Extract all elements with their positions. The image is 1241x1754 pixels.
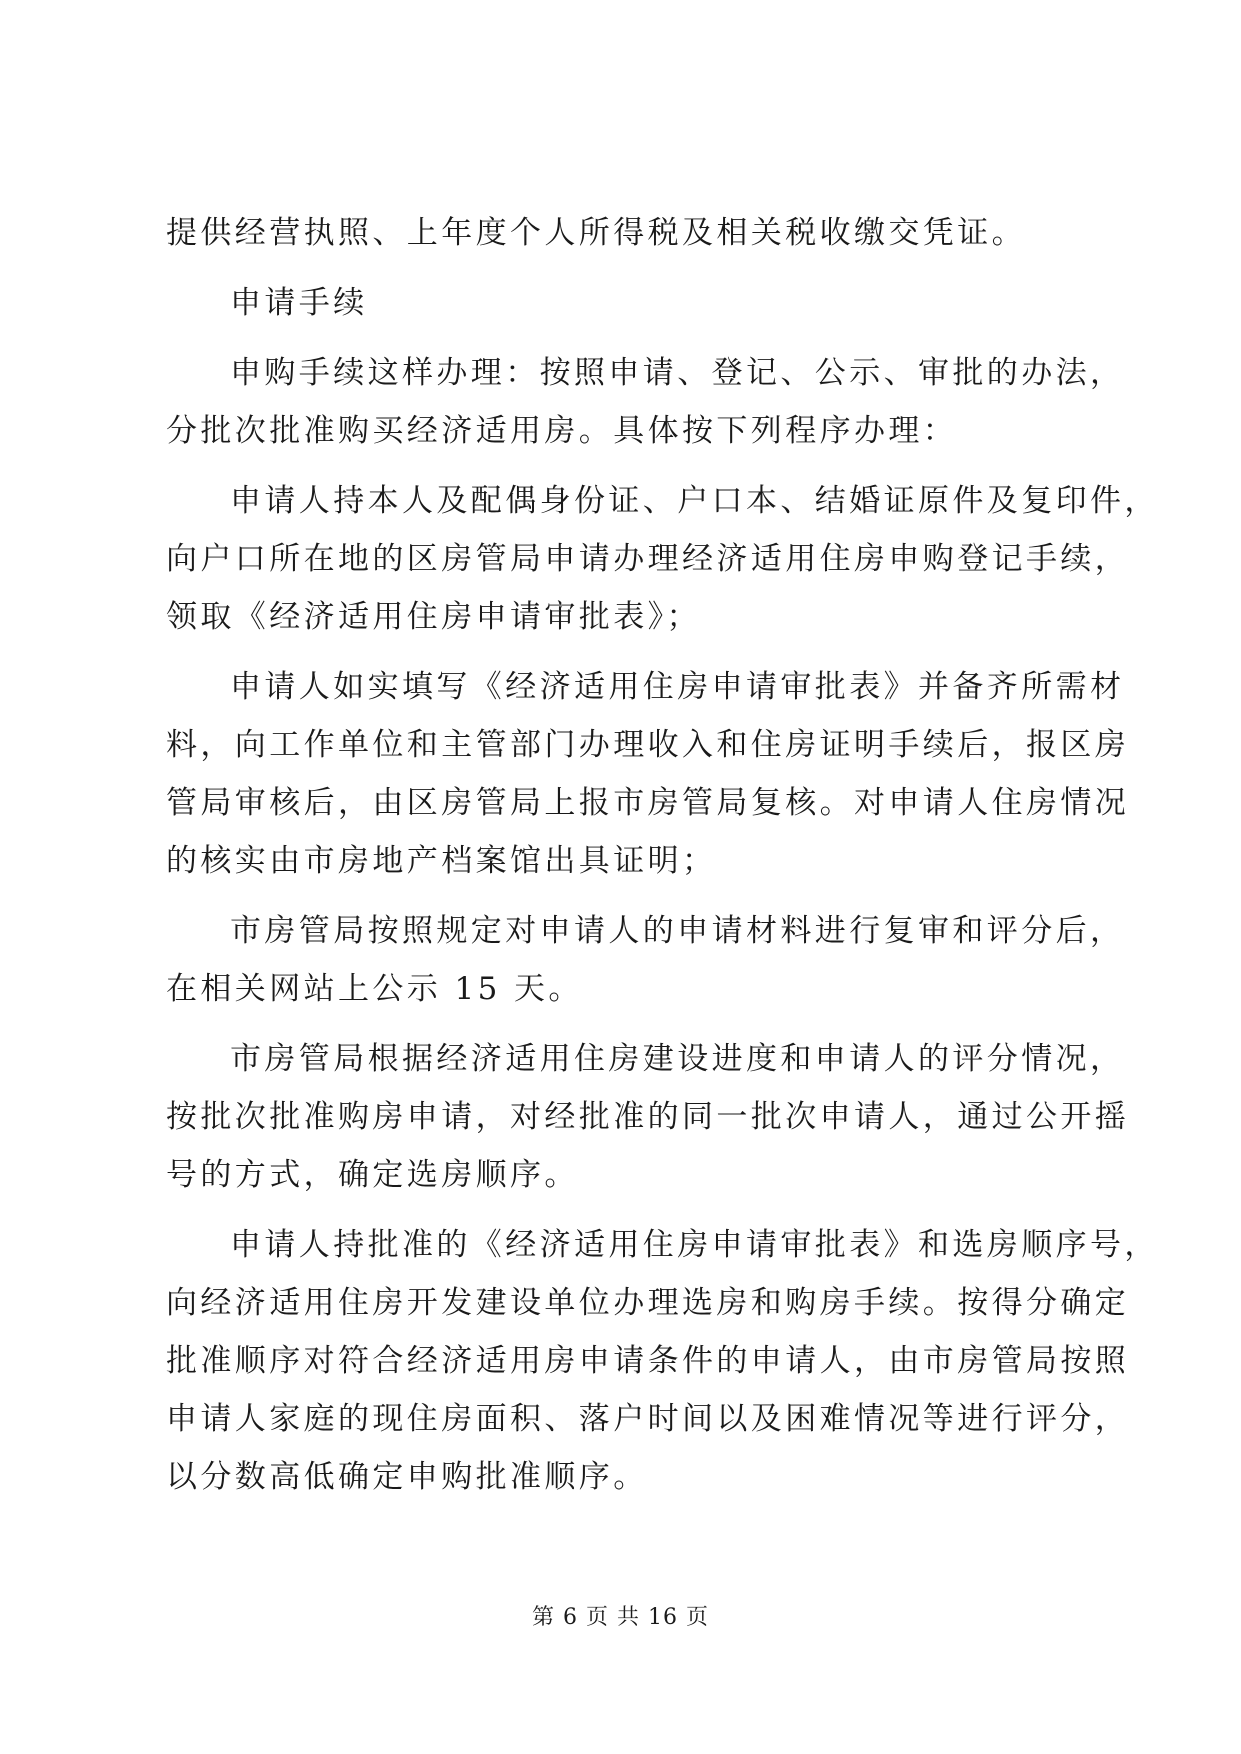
text-line: 按批次批准购房申请，对经批准的同一批次申请人，通过公开摇: [166, 1099, 1130, 1135]
text-line: 市房管局根据经济适用住房建设进度和申请人的评分情况，: [230, 1041, 1125, 1077]
text-line: 管局审核后，由区房管局上报市房管局复核。对申请人住房情况: [166, 785, 1130, 821]
paragraph-8: [166, 1216, 1159, 1506]
paragraph-4: [166, 472, 1159, 646]
text-line: 申请人持本人及配偶身份证、户口本、结婚证原件及复印件，: [230, 483, 1159, 519]
paragraph-3: [166, 344, 1125, 460]
paragraph-5: [166, 658, 1130, 890]
text-line: 申购手续这样办理：按照申请、登记、公示、审批的办法，: [230, 355, 1125, 391]
heading-line: 申请手续: [230, 285, 368, 321]
paragraph-7: [166, 1030, 1130, 1204]
page-number-footer: 第 6 页 共 16 页: [532, 1605, 709, 1630]
text-line: 申请人持批准的《经济适用住房申请审批表》和选房顺序号，: [230, 1227, 1159, 1263]
text-line: 提供经营执照、上年度个人所得税及相关税收缴交凭证。: [166, 215, 1026, 251]
text-line: 号的方式，确定选房顺序。: [166, 1157, 579, 1193]
document-body: [166, 204, 1159, 1506]
text-line: 料，向工作单位和主管部门办理收入和住房证明手续后，报区房: [166, 727, 1130, 763]
text-line: 分批次批准购买经济适用房。具体按下列程序办理：: [166, 413, 958, 449]
text-line: 向户口所在地的区房管局申请办理经济适用住房申购登记手续，: [166, 541, 1130, 577]
paragraph-1: [166, 204, 1076, 262]
text-line: 申请人家庭的现住房面积、落户时间以及困难情况等进行评分，: [166, 1401, 1130, 1437]
text-line: 的核实由市房地产档案馆出具证明；: [166, 843, 717, 879]
text-line: 申请人如实填写《经济适用住房申请审批表》并备齐所需材: [230, 669, 1125, 705]
text-line: 批准顺序对符合经济适用房申请条件的申请人，由市房管局按照: [166, 1343, 1130, 1379]
text-line: 领取《经济适用住房申请审批表》；: [166, 599, 701, 635]
section-heading: [166, 274, 1076, 332]
text-line: 向经济适用住房开发建设单位办理选房和购房手续。按得分确定: [166, 1285, 1130, 1321]
paragraph-6: [166, 902, 1125, 1018]
text-line: 在相关网站上公示 15 天。: [166, 971, 583, 1007]
text-line: 以分数高低确定申购批准顺序。: [166, 1459, 648, 1495]
text-line: 市房管局按照规定对申请人的申请材料进行复审和评分后，: [230, 913, 1125, 949]
